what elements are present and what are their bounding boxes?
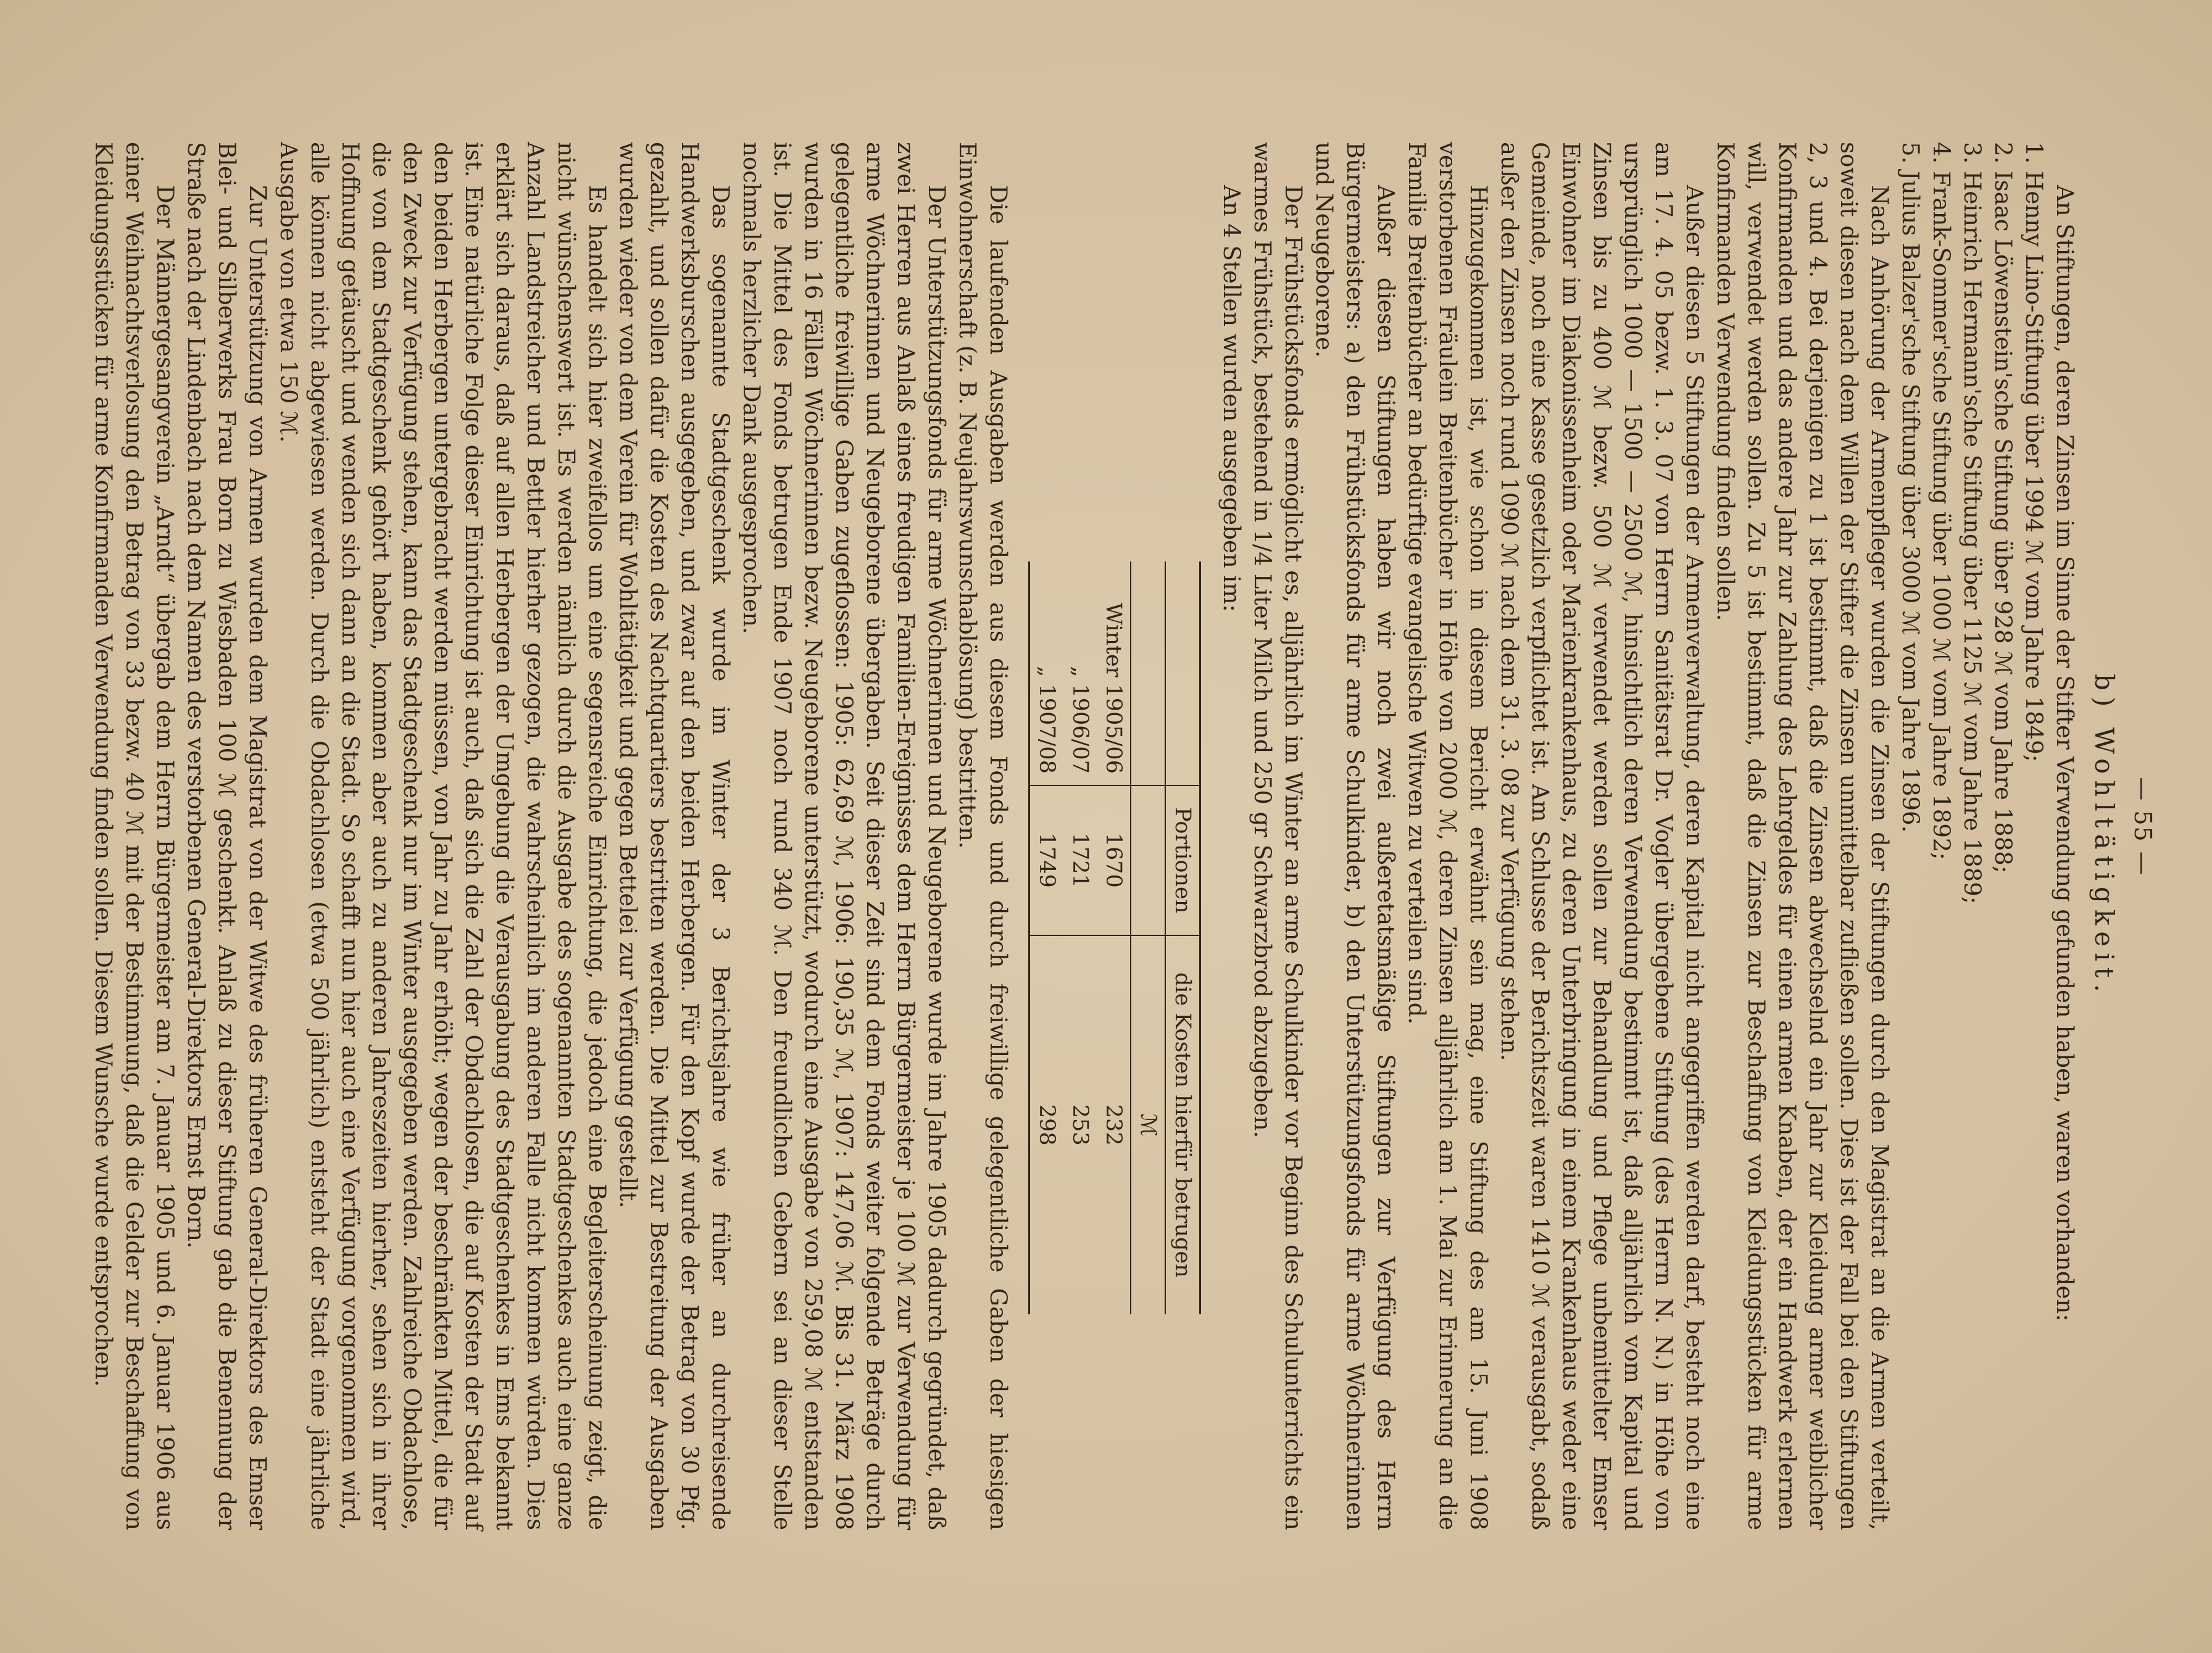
table-unit-row <box>1131 561 1165 1314</box>
table-header-row <box>1165 561 1200 1314</box>
paragraph: Der Unterstützungsfonds für arme Wöchnerinnen und Neugeborene wurde im Jahre 1905 dadurch gegründet, daß zwei Herren aus Anlaß eines freudigen Familien-Ereignisses dem Herrn Bürgermeister je 100 ℳ zur Verwendung für arme Wöchnerinnen und Neugeborene übergaben. Seit dieser Zeit sind dem Fonds weiter folgende Beträge durch gelegentliche freiwillige Gaben zugeflossen: 1905: 62,69 ℳ, 1906: 190,35 ℳ, 1907: 147,06 ℳ. Bis 31. März 1908 wurden in 16 Fällen Wöchnerinnen bezw. Neugeborene unterstützt, wodurch eine Ausgabe von 259,08 ℳ entstanden ist. Die Mittel des Fonds betrugen Ende 1907 noch rund 340 ℳ. Den freundlichen Gebern sei an dieser Stelle nochmals herzlicher Dank ausgesprochen. <box>738 142 950 1530</box>
table-cell: „ 1907/08 <box>1034 666 1059 774</box>
paragraph: Es handelt sich hier zweifellos um eine segensreiche Einrichtung, die jedoch eine Begleiterscheinung zeigt, die nicht wünschenswert ist. Es werden nämlich durch die Ausgabe des sogenannten Stadtgeschenkes auch eine ganze Anzahl Landstreicher und Bettler hierher gezogen, die wahrscheinlich im anderen Falle nicht kommen würden. Dies erklärt sich daraus, daß auf allen Herbergen der Umgebung die Verausgabung des Stadtgeschenkes in Ems bekannt ist. Eine natürliche Folge dieser Einrichtung ist auch, daß sich die Zahl der Obdachlosen, die auf Kosten der Stadt auf den beiden Herbergen untergebracht werden müssen, von Jahr zu Jahr erhöht; wegen der beschränkten Mittel, die für den Zweck zur Verfügung stehen, kann das Stadtgeschenk nur im Winter ausgegeben werden. Zahlreiche Obdachlose, die von dem Stadtgeschenk gehört haben, kommen aber auch zu anderen Jahreszeiten hierher, sehen sich in ihrer Hoffnung getäuscht und wenden sich dann an die Stadt. So schafft nun hier auch eine Verfügung vorgenommen wird, alle können nicht abgewiesen werden. Durch die Obdachlosen (etwa 500 jährlich) entsteht der Stadt eine jährliche Ausgabe von etwa 150 ℳ. <box>275 142 610 1530</box>
paragraph: Außer diesen 5 Stiftungen der Armenverwaltung, deren Kapital nicht angegriffen werden darf, besteht noch eine am 17. 4. 05 bezw. 1. 3. 07 von Herrn Sanitätsrat Dr. Vogler übergebene Stiftung (des Herrn N. N.) in Höhe von ursprünglich 1000 — 1500 — 2500 ℳ, hinsichtlich deren Verwendung bestimmt ist, daß alljährlich vom Kapital und Zinsen bis zu 400 ℳ bezw. 500 ℳ verwendet werden sollen zur Behandlung und Pflege unbemittelter Emser Einwohner im Diakonissenheim oder Marienkrankenhaus, zu deren Unterbringung in einem Krankenhaus weder eine Gemeinde, noch eine Kasse gesetzlich verpflichtet ist. Am Schlusse der Berichtszeit waren 1410 ℳ verausgabt, sodaß außer den Zinsen noch rund 1090 ℳ nach dem 31. 3. 08 zur Verfügung stehen. <box>1496 142 1708 1530</box>
section-heading: b) Wohltätigkeit. <box>2089 674 2119 998</box>
table-unit-cell <box>1131 561 1165 785</box>
table-cell: Winter 1905/06 <box>1101 602 1126 774</box>
table-header-cell <box>1165 561 1200 785</box>
paragraph: Zur Unterstützung von Armen wurden dem Magistrat von der Witwe des früheren General-Direktors des Emser Blei- und Silberwerks Frau Born zu Wiesbaden 100 ℳ geschenkt. Anlaß zu dieser Stiftung gab die Benennung der Straße nach der Lindenbach nach dem Namen des verstorbenen General-Direktors Ernst Born. <box>183 142 271 1530</box>
intro-paragraph: An Stiftungen, deren Zinsen im Sinne der Stifter Verwendung gefunden haben, waren vorhanden: <box>2052 185 2078 1322</box>
table-header-cell: Portionen <box>1165 785 1200 935</box>
list-item: 2. Isaac Löwenstein'sche Stiftung über 928 ℳ vom Jahre 1888; <box>1990 142 2016 874</box>
list-item: 4. Frank-Sommer'sche Stiftung über 1000 ℳ vom Jahre 1892; <box>1928 142 1955 860</box>
paragraph: Nach Anhörung der Armenpfleger wurden die Zinsen der Stiftungen durch den Magistrat an die Armen verteilt, soweit diesen nach dem Willen der Stifter die Zinsen unmittelbar zufließen sollen. Dies ist der Fall bei den Stiftungen 2, 3 und 4. Bei derjenigen zu 1 ist bestimmt, daß die Zinsen abwechselnd ein Jahr zur Kleidung armer weiblicher Konfirmanden und das andere Jahr zur Zahlung des Lehrgeldes für einen armen Knaben, der ein Handwerk erlernen will, verwendet werden sollen. Zu 5 ist bestimmt, daß die Zinsen zur Beschaffung von Kleidungsstücken für arme Konfirmanden Verwendung finden sollen. <box>1712 142 1893 1530</box>
paragraph: An 4 Stellen wurden ausgegeben im: <box>1218 185 1245 612</box>
table-cell: „ 1906/07 <box>1068 666 1092 774</box>
table-cell: 1670 <box>1097 785 1131 935</box>
paragraph: Das sogenannte Stadtgeschenk wurde im Winter der 3 Berichtsjahre wie früher an durchreisende Handwerksburschen ausgegeben, und zwar auf den beiden Herbergen. Für den Kopf wurde der Betrag von 30 Pfg. gezahlt, und sollen dafür die Kosten des Nachtquartiers bestritten werden. Die Mittel zur Bestreitung der Ausgaben wurden wieder von dem Verein für Wohltätigkeit und gegen Bettelei zur Verfügung gestellt. <box>615 142 734 1530</box>
table-header-cell: die Kosten hierfür betrugen <box>1165 935 1200 1314</box>
page-body <box>88 142 2119 1530</box>
list-item: 5. Julius Balzer'sche Stiftung über 3000 ℳ vom Jahre 1896. <box>1897 142 1924 833</box>
table-row <box>1029 561 1064 1314</box>
breakfast-table-wrapper <box>1028 561 1201 1314</box>
table-row <box>1097 561 1131 1314</box>
list-item: 1. Henny Lino-Stiftung über 1994 ℳ vom Jahre 1849; <box>2021 142 2047 763</box>
table-unit-cell: ℳ <box>1131 935 1165 1314</box>
foundations-list <box>1895 142 2049 1530</box>
breakfast-portions-table <box>1028 561 1201 1314</box>
table-cell: 253 <box>1063 935 1097 1314</box>
paragraph: Die laufenden Ausgaben werden aus diesem Fonds und durch freiwillige gelegentliche Gaben der hiesigen Einwohnerschaft (z. B. Neujahrswunschablösung) bestritten. <box>954 142 1012 1530</box>
table-cell: 1721 <box>1063 785 1097 935</box>
table-cell: 232 <box>1097 935 1131 1314</box>
paragraph: Der Frühstücksfonds ermöglicht es, alljährlich im Winter an arme Schulkinder vor Beginn des Schulunterrichts ein warmes Frühstück, bestehend in 1/4 Liter Milch und 250 gr Schwarzbrod abzugeben. <box>1249 142 1307 1530</box>
table-row <box>1063 561 1097 1314</box>
list-item: 3. Heinrich Hermann'sche Stiftung über 1125 ℳ vom Jahre 1889; <box>1959 142 1985 905</box>
page-number: — 55 — <box>2129 777 2156 876</box>
table-cell: 298 <box>1029 935 1064 1314</box>
table-unit-cell <box>1131 785 1165 935</box>
table-cell: 1749 <box>1029 785 1064 935</box>
paragraph: Hinzugekommen ist, wie schon in diesem Bericht erwähnt sein mag, eine Stiftung des am 15. Juni 1908 verstorbenen Fräulein Breitenbücher in Höhe von 2000 ℳ, deren Zinsen alljährlich am 1. Mai zur Erinnerung an die Familie Breitenbücher an bedürftige evangelische Witwen zu verteilen sind. <box>1403 142 1492 1530</box>
paragraph: Außer diesen Stiftungen haben wir noch zwei außeretatsmäßige Stiftungen zur Verfügung des Herrn Bürgermeisters: a) den Frühstücksfonds für arme Schulkinder, b) den Unterstützungsfonds für arme Wöchnerinnen und Neugeborene. <box>1311 142 1399 1530</box>
paragraph: Der Männergesangverein „Arndt“ übergab dem Herrn Bürgermeister am 7. Januar 1905 und 6. Januar 1906 aus einer Weihnachtsverlosung den Betrag von 33 bezw. 40 ℳ mit der Bestimmung, daß die Gelder zur Beschaffung von Kleidungsstücken für arme Konfirmanden Verwendung finden sollen. Diesem Wunsche wurde entsprochen. <box>90 142 178 1530</box>
